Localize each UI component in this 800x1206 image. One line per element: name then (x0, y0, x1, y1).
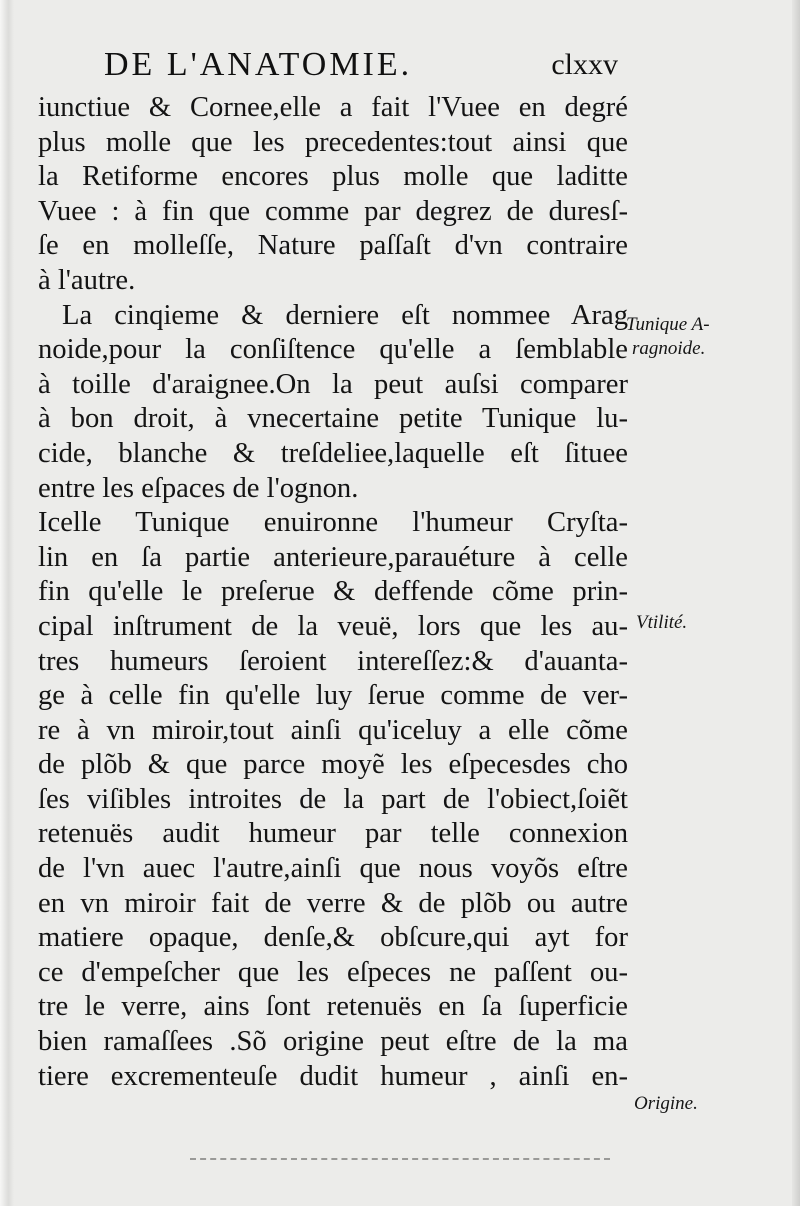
text-line: iunctiue & Cornee,elle a fait l'Vuee en degré (38, 92, 628, 123)
text-line: tre le verre, ains ſont retenuës en ſa ſuperficie (38, 991, 628, 1023)
body-text (38, 91, 628, 1094)
running-title: DE L'ANATOMIE. (104, 46, 413, 83)
text-line: en vn miroir fait de verre & de plõb ou autre (38, 887, 628, 919)
page-edge-shadow (792, 0, 800, 1206)
margin-note-line: ragnoide. (632, 338, 706, 359)
text-line: entre les eſpaces de l'ognon. (38, 472, 359, 504)
text-line: ſe en molleſſe, Nature paſſaſt d'vn contraire (38, 230, 628, 262)
bleed-through-rule (190, 1158, 610, 1160)
text-line: re à vn miroir,tout ainſi qu'iceluy a elle cõme (38, 714, 628, 746)
text-line: tres humeurs ſeroient intereſſez:& d'auanta- (38, 645, 628, 677)
text-line: ſes viſibles introites de la part de l'obiect,ſoiẽt (38, 783, 628, 815)
text-line: de plõb & que parce moyẽ les eſpecesdes cho (38, 749, 628, 781)
text-line: retenuës audit humeur par telle connexion (38, 818, 628, 850)
text-line: cipal inſtrument de la veuë, lors que les au- (38, 610, 628, 642)
page-gutter-shadow (0, 0, 14, 1206)
text-line: ce d'empeſcher que les eſpeces ne paſſent ou- (38, 956, 628, 988)
text-line: à bon droit, à vnecertaine petite Tunique lu- (38, 403, 628, 435)
text-line: matiere opaque, denſe,& obſcure,qui ayt for (38, 922, 628, 954)
text-line: La cinqieme & derniere eſt nommee Arag (62, 299, 628, 331)
text-line: tiere excrementeuſe dudit humeur , ainſi en- (38, 1060, 628, 1092)
text-line: de l'vn auec l'autre,ainſi que nous voyõs eſtre (38, 853, 628, 885)
text-line: la Retiforme encores plus molle que laditte (38, 161, 628, 193)
text-line: cide, blanche & treſdeliee,laquelle eſt ſituee (38, 437, 628, 469)
text-line: fin qu'elle le preſerue & deffende cõme prin- (38, 576, 628, 608)
margin-note-origine: Origine. (634, 1093, 698, 1114)
text-line: bien ramaſſees .Sõ origine peut eſtre de la ma (38, 1026, 628, 1058)
text-line: à toille d'araignee.On la peut auſsi comparer (38, 368, 628, 400)
folio-number: clxxv (551, 48, 618, 81)
page-header (38, 44, 618, 88)
text-line: plus molle que les precedentes:tout ainsi que (38, 126, 628, 158)
text-line: ge à celle fin qu'elle luy ſerue comme de ver- (38, 680, 628, 712)
margin-note-utilite: Vtilité. (636, 612, 688, 633)
text-line: noide,pour la conſiſtence qu'elle a ſemblable (38, 334, 628, 366)
margin-note-tunique-aragnoide (626, 313, 710, 361)
text-line: Icelle Tunique enuironne l'humeur Cryſta- (38, 507, 628, 539)
text-line: à l'autre. (38, 264, 136, 296)
margin-note-line: Tunique A- (626, 314, 710, 335)
text-line: Vuee : à fin que comme par degrez de duresſ- (38, 195, 628, 227)
text-line: lin en ſa partie anterieure,parauéture à celle (38, 541, 628, 573)
